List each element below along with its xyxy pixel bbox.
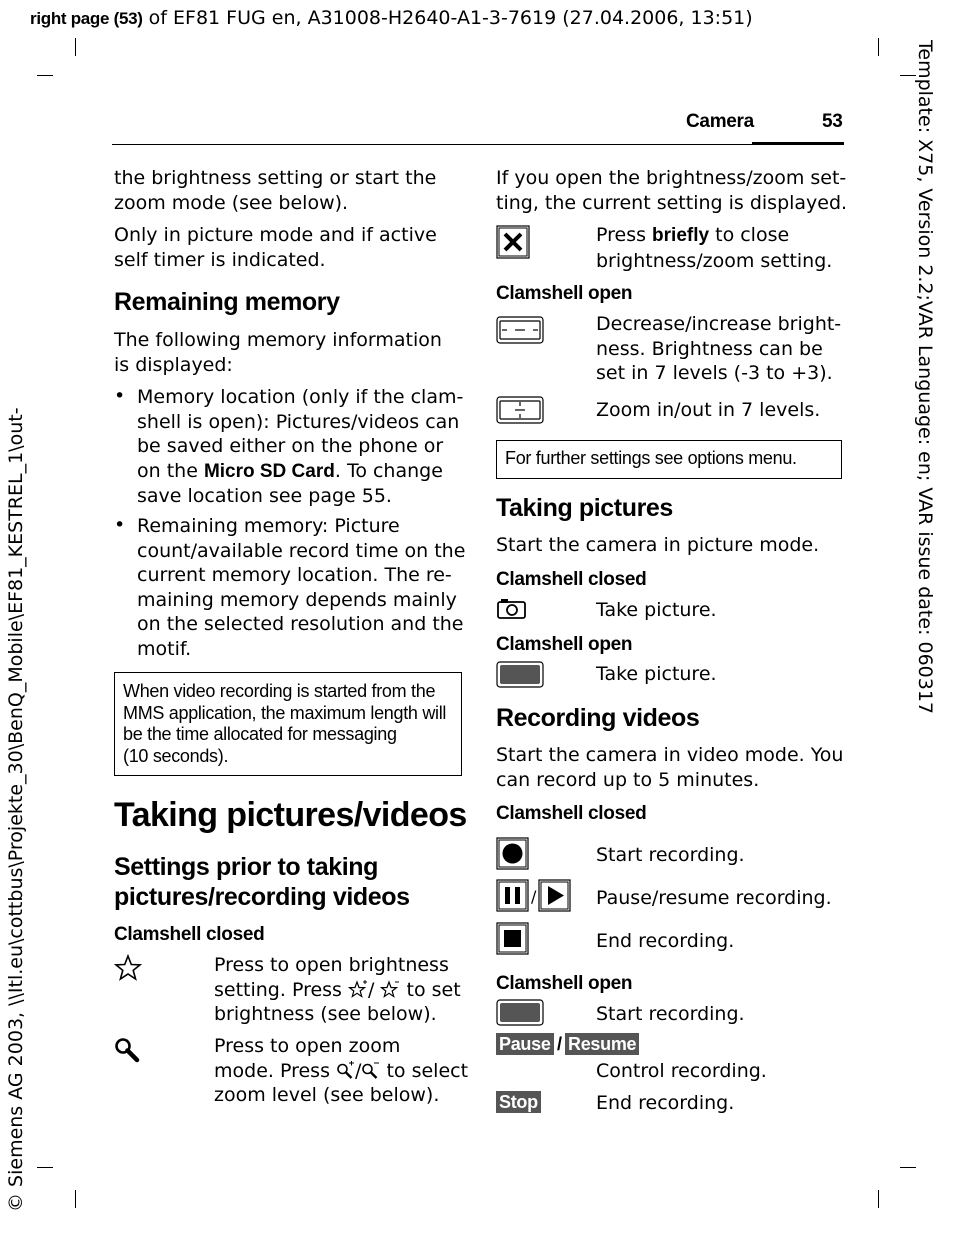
open-setting-paragraph: If you open the brightness/zoom set- ting, the current setting is displayed.	[496, 167, 848, 214]
close-key-icon	[496, 225, 530, 259]
note-options-menu: For further settings see options menu.	[496, 440, 842, 479]
intro-paragraph: the brightness setting or start the zoom mode (see below).	[114, 167, 437, 214]
stop-icon	[496, 922, 529, 955]
running-head-page-number: 53	[822, 111, 843, 132]
zoom-levels-text: Zoom in/out in 7 levels.	[596, 399, 821, 421]
heading-remaining-memory: Remaining memory	[114, 288, 340, 316]
camera-key-icon	[496, 661, 544, 688]
header-rule-thick	[752, 142, 844, 145]
video-mode-text: Start the camera in video mode. You can record up to 5 minutes.	[496, 744, 844, 791]
close-setting-text: Press briefly to close brightness/zoom setting.	[596, 224, 833, 272]
crop-mark	[900, 1167, 916, 1168]
crop-mark	[37, 1167, 53, 1168]
star-icon	[114, 954, 142, 982]
start-recording-text: Start recording.	[596, 1003, 745, 1025]
bullet-remaining-memory: Remaining memory: Picture count/available record time on the current memory location. The re- maining memory depends mainly on the selected resolution and the motif.	[137, 515, 466, 660]
crop-mark	[878, 38, 879, 56]
heading-taking-pictures: Taking pictures	[496, 494, 673, 522]
label-clamshell-open: Clamshell open	[496, 973, 633, 994]
brightness-instructions: Press to open brightness setting. Press / to set brightness (see below).	[214, 954, 461, 1025]
print-header	[30, 7, 753, 29]
label-clamshell-open: Clamshell open	[496, 283, 633, 304]
bullet-marker: •	[114, 514, 126, 536]
heading-settings-prior: Settings prior to taking pictures/recording videos	[114, 853, 410, 911]
softkey-resume: Resume	[565, 1033, 639, 1055]
picture-mode-paragraph: Only in picture mode and if active self timer is indicated.	[114, 224, 437, 271]
take-picture-text: Take picture.	[596, 599, 717, 621]
end-recording-text: End recording.	[596, 1092, 735, 1114]
take-picture-text: Take picture.	[596, 663, 717, 685]
pause-icon	[496, 879, 529, 912]
pause-play-separator: /	[531, 887, 537, 906]
note-video-recording: When video recording is started from the MMS application, the maximum length will be the time allocated for messaging (10 seconds).	[114, 672, 462, 776]
camera-key-icon	[496, 999, 544, 1026]
label-clamshell-closed: Clamshell closed	[114, 924, 265, 945]
star-minus-icon	[380, 980, 400, 998]
softkey-separator: /	[557, 1034, 562, 1054]
camera-icon	[497, 598, 527, 620]
label-clamshell-open: Clamshell open	[496, 634, 633, 655]
crop-mark	[878, 1190, 879, 1208]
label-clamshell-closed: Clamshell closed	[496, 569, 647, 590]
briefly-emphasis: briefly	[652, 225, 710, 246]
control-recording-text: Control recording.	[596, 1060, 767, 1082]
side-key-updown-icon	[496, 396, 544, 424]
bullet-marker: •	[114, 385, 126, 407]
page-label: right page (53)	[30, 9, 143, 28]
copyright-path: © Siemens AG 2003, \\Itl.eu\cottbus\Projekte_30\BenQ_Mobile\EF81_KESTREL_1\out-	[5, 407, 27, 1212]
end-recording-text: End recording.	[596, 930, 735, 952]
heading-taking-pictures-videos: Taking pictures/videos	[114, 796, 467, 834]
zoom-instructions: Press to open zoom mode. Press / to select zoom level (see below).	[214, 1035, 469, 1106]
crop-mark	[75, 1190, 76, 1208]
star-plus-icon	[348, 980, 368, 998]
softkey-stop: Stop	[496, 1091, 541, 1113]
brightness-adjust-text: Decrease/increase bright- ness. Brightness can be set in 7 levels (-3 to +3).	[596, 313, 842, 384]
running-head-section: Camera	[686, 111, 754, 132]
memory-info-paragraph: The following memory information is displayed:	[114, 329, 442, 376]
play-icon	[538, 879, 571, 912]
print-meta: of EF81 FUG en, A31008-H2640-A1-3-7619 (27.04.2006, 13:51)	[142, 7, 753, 29]
bullet-memory-location: Memory location (only if the clam- shell is open): Pictures/videos can be saved either on the phone or on the Micro SD Card. To change save location see page 55.	[137, 386, 464, 507]
header-rule-thin	[112, 144, 752, 145]
label-clamshell-closed: Clamshell closed	[496, 803, 647, 824]
softkey-pause: Pause	[496, 1033, 554, 1055]
side-key-leftright-icon	[496, 316, 544, 344]
heading-recording-videos: Recording videos	[496, 704, 700, 732]
zoom-in-icon	[336, 1061, 355, 1079]
template-info: Template: X75, Version 2.2;VAR Language: en; VAR issue date: 060317	[914, 40, 936, 715]
picture-mode-text: Start the camera in picture mode.	[496, 534, 820, 556]
pause-resume-text: Pause/resume recording.	[596, 887, 832, 909]
record-icon	[496, 837, 529, 870]
crop-mark	[75, 38, 76, 56]
zoom-out-icon	[361, 1061, 380, 1079]
crop-mark	[37, 75, 53, 76]
micro-sd-card-label: Micro SD Card	[203, 460, 335, 482]
magnifier-icon	[114, 1037, 140, 1063]
start-recording-text: Start recording.	[596, 844, 745, 866]
